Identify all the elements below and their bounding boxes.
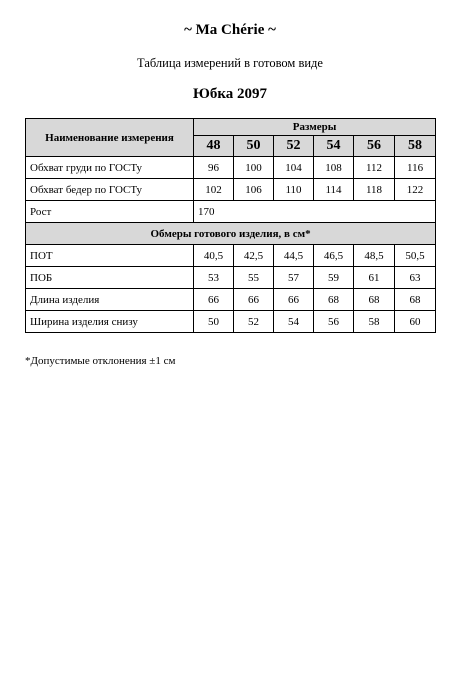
row-label: Обхват груди по ГОСТу <box>26 157 194 179</box>
table-row <box>26 311 436 333</box>
table-cell: 108 <box>314 157 354 179</box>
table-cell: 42,5 <box>234 245 274 267</box>
table-row <box>26 201 436 223</box>
size-header-cell: 52 <box>274 136 314 157</box>
row-label: Ширина изделия снизу <box>26 311 194 333</box>
row-label: Длина изделия <box>26 289 194 311</box>
table-cell: 44,5 <box>274 245 314 267</box>
table-row <box>26 245 436 267</box>
size-header-cell: 58 <box>395 136 436 157</box>
size-header-cell: 56 <box>354 136 395 157</box>
table-cell: 118 <box>354 179 395 201</box>
row-label: ПОБ <box>26 267 194 289</box>
table-cell: 52 <box>234 311 274 333</box>
product-title: Юбка 2097 <box>192 86 268 102</box>
size-header-cell: 48 <box>194 136 234 157</box>
table-row <box>26 289 436 311</box>
table-cell: 59 <box>314 267 354 289</box>
table-cell: 54 <box>274 311 314 333</box>
table-cell: 48,5 <box>354 245 395 267</box>
table-cell: 68 <box>354 289 395 311</box>
tolerance-note: *Допустимые отклонения ±1 см <box>25 355 176 367</box>
table-cell: 40,5 <box>194 245 234 267</box>
table-cell: 110 <box>274 179 314 201</box>
table-cell: 100 <box>234 157 274 179</box>
table-cell: 61 <box>354 267 395 289</box>
table-cell: 102 <box>194 179 234 201</box>
table-cell: 60 <box>395 311 436 333</box>
table-cell: 57 <box>274 267 314 289</box>
size-header-cell: 54 <box>314 136 354 157</box>
table-cell: 96 <box>194 157 234 179</box>
table-cell: 56 <box>314 311 354 333</box>
table-cell: 63 <box>395 267 436 289</box>
table-row <box>26 179 436 201</box>
height-value: 170 <box>194 201 436 223</box>
section-header: Обмеры готового изделия, в см* <box>26 223 436 245</box>
table-row <box>26 157 436 179</box>
document-subtitle: Таблица измерений в готовом виде <box>137 56 323 70</box>
size-header-cell: 50 <box>234 136 274 157</box>
table-cell: 50 <box>194 311 234 333</box>
table-cell: 116 <box>395 157 436 179</box>
table-cell: 112 <box>354 157 395 179</box>
table-cell: 66 <box>274 289 314 311</box>
table-cell: 114 <box>314 179 354 201</box>
table-cell: 46,5 <box>314 245 354 267</box>
table-cell: 53 <box>194 267 234 289</box>
measurement-table <box>25 118 436 333</box>
sizes-header: Размеры <box>194 119 436 136</box>
table-cell: 58 <box>354 311 395 333</box>
row-label: Обхват бедер по ГОСТу <box>26 179 194 201</box>
table-cell: 106 <box>234 179 274 201</box>
brand-title: ~ Ma Chérie ~ <box>184 22 276 38</box>
table-cell: 50,5 <box>395 245 436 267</box>
table-cell: 66 <box>194 289 234 311</box>
table-cell: 66 <box>234 289 274 311</box>
row-label: ПОТ <box>26 245 194 267</box>
row-label: Рост <box>26 201 194 223</box>
name-header: Наименование измерения <box>26 119 194 157</box>
table-cell: 55 <box>234 267 274 289</box>
table-cell: 104 <box>274 157 314 179</box>
table-row <box>26 267 436 289</box>
table-cell: 68 <box>395 289 436 311</box>
table-cell: 122 <box>395 179 436 201</box>
table-cell: 68 <box>314 289 354 311</box>
